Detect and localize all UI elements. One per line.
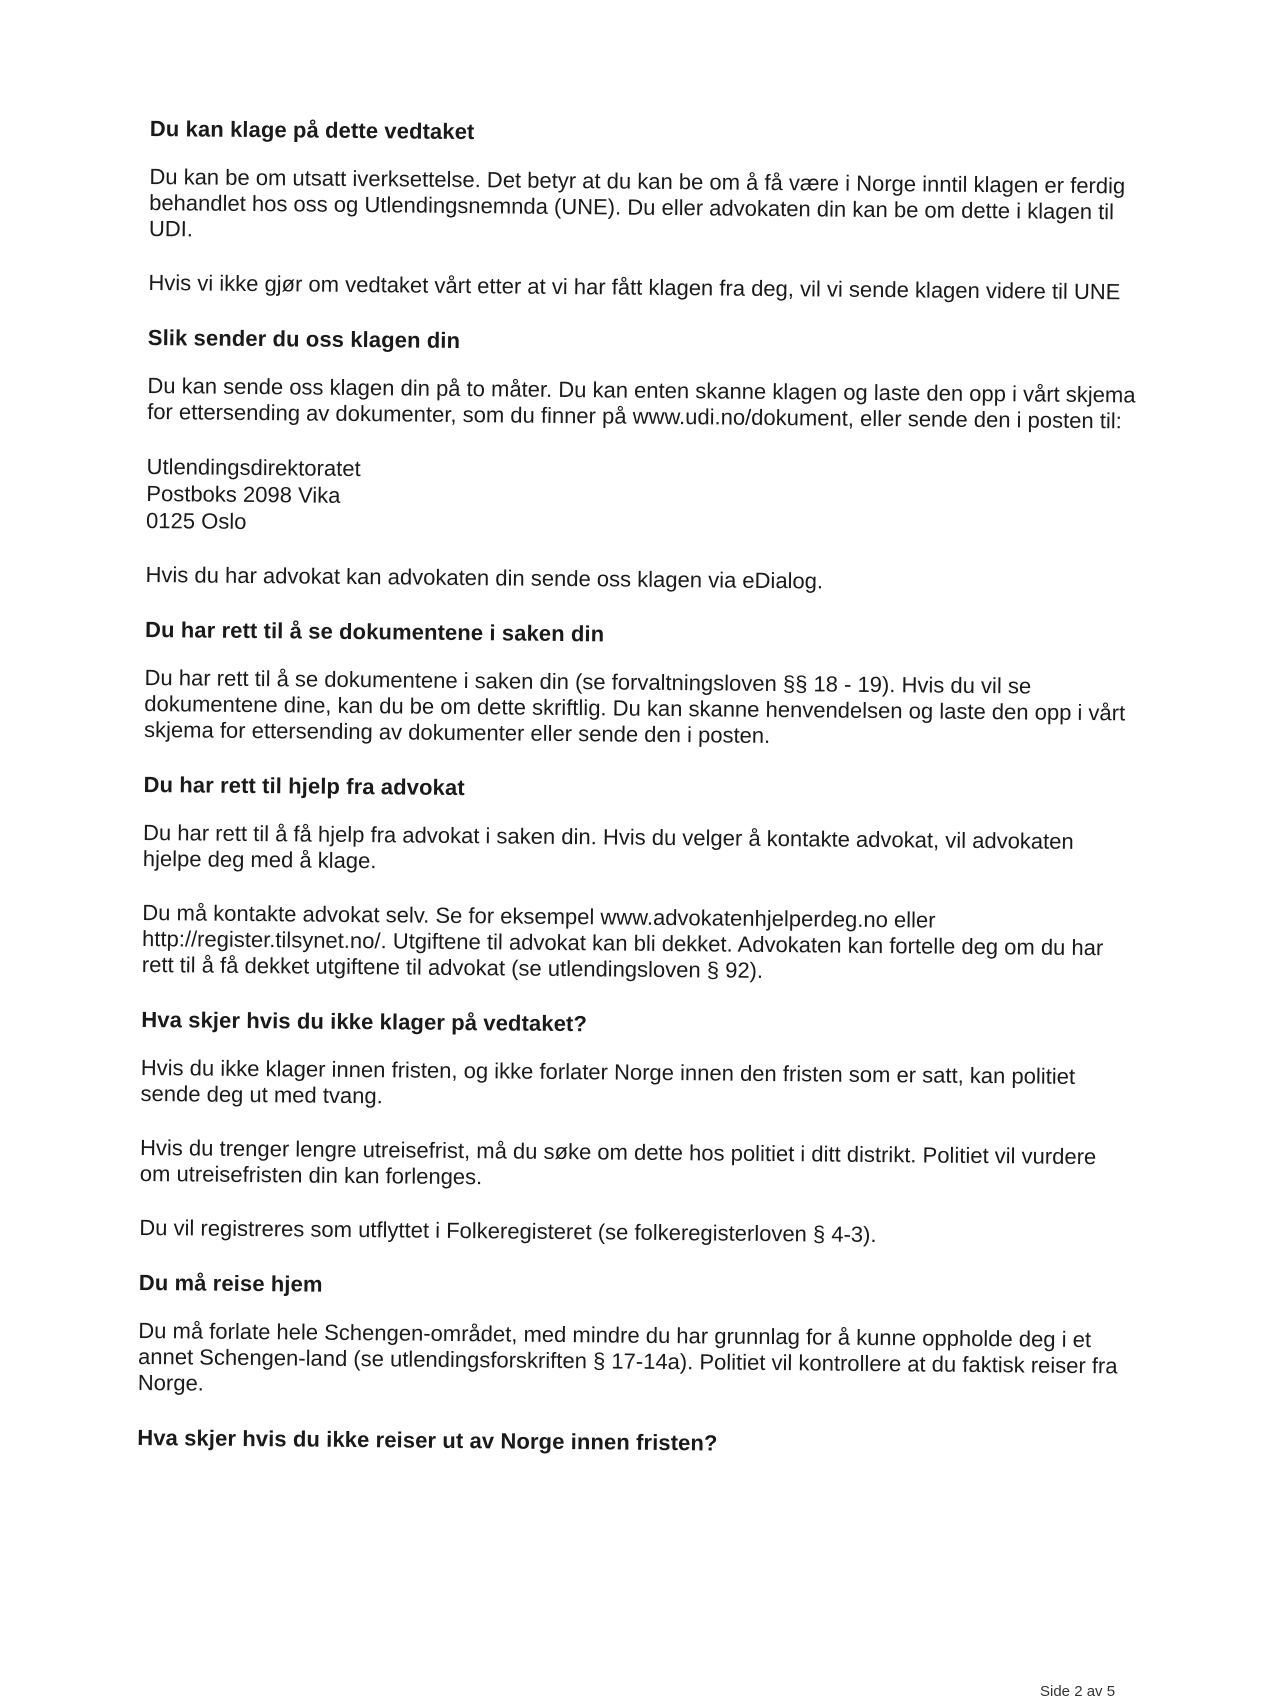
paragraph: Du må kontakte advokat selv. Se for eksempel www.advokatenhjelperdeg.no eller http://register.tilsynet.no/. Utgiftene til advokat kan bli dekket. Advokaten kan fortelle deg om du har rett til å få dekket utgiftene til advokat (se utlendingsloven § 92). bbox=[141, 899, 1104, 983]
address-line: Postboks 2098 Vika bbox=[146, 480, 341, 508]
paragraph: Du kan be om utsatt iverksettelse. Det betyr at du kan be om å få være i Norge inntil klagen er ferdig behandlet hos oss og Utlendingsnemnda (UNE). Du eller advokaten din kan be om dette i klagen til UDI. bbox=[148, 163, 1126, 242]
section-heading: Du har rett til å se dokumentene i saken din bbox=[144, 616, 605, 647]
paragraph: Hvis du har advokat kan advokaten din sende oss klagen via eDialog. bbox=[145, 561, 824, 594]
page-number: Side 2 av 5 bbox=[1040, 1683, 1116, 1700]
section-heading: Hva skjer hvis du ikke klager på vedtaket? bbox=[141, 1006, 588, 1037]
address-line: 0125 Oslo bbox=[145, 507, 247, 534]
section-heading: Du må reise hjem bbox=[138, 1269, 323, 1297]
section-heading: Du har rett til hjelp fra advokat bbox=[143, 771, 465, 801]
paragraph: Hvis vi ikke gjør om vedtaket vårt etter at vi har fått klagen fra deg, vil vi sende klagen videre til UNE bbox=[148, 269, 1121, 305]
paragraph: Du har rett til å se dokumentene i saken din (se forvaltningsloven §§ 18 - 19). Hvis du vil se dokumentene dine, kan du be om dette skriftlig. Du kan skanne henvendelsen og laste den opp i vårt skjema for ettersending av dokumenter eller sende den i posten. bbox=[143, 664, 1126, 748]
paragraph: Du har rett til å få hjelp fra advokat i saken din. Hvis du velger å kontakte advokat, vil advokaten hjelpe deg med å klage. bbox=[142, 819, 1074, 874]
address-line: Utlendingsdirektoratet bbox=[146, 453, 361, 482]
paragraph: Du kan sende oss klagen din på to måter. Du kan enten skanne klagen og laste den opp i vårt skjema for ettersending av dokumenter, som du finner på www.udi.no/dokument, eller sende den i posten til: bbox=[147, 372, 1136, 434]
postal-address bbox=[146, 453, 1137, 543]
section-heading: Slik sender du oss klagen din bbox=[147, 324, 461, 353]
section-heading: Du kan klage på dette vedtaket bbox=[149, 115, 475, 145]
paragraph: Du vil registreres som utflyttet i Folkeregisteret (se folkeregisterloven § 4-3). bbox=[139, 1214, 877, 1248]
paragraph: Hvis du trenger lengre utreisefrist, må du søke om dette hos politiet i ditt distrikt. Politiet vil vurdere om utreisefristen din kan forlenges. bbox=[139, 1134, 1097, 1190]
section-heading: Hva skjer hvis du ikke reiser ut av Norge innen fristen? bbox=[137, 1424, 718, 1456]
paragraph: Du må forlate hele Schengen-området, med mindre du har grunnlag for å kunne oppholde deg i et annet Schengen-land (se utlendingsforskriften § 17-14a). Politiet vil kontrollere at du faktisk reiser fra Norge. bbox=[137, 1317, 1118, 1396]
paragraph: Hvis du ikke klager innen fristen, og ikke forlater Norge innen den fristen som er satt, kan politiet sende deg ut med tvang. bbox=[140, 1054, 1076, 1109]
document-body bbox=[137, 115, 1140, 1460]
